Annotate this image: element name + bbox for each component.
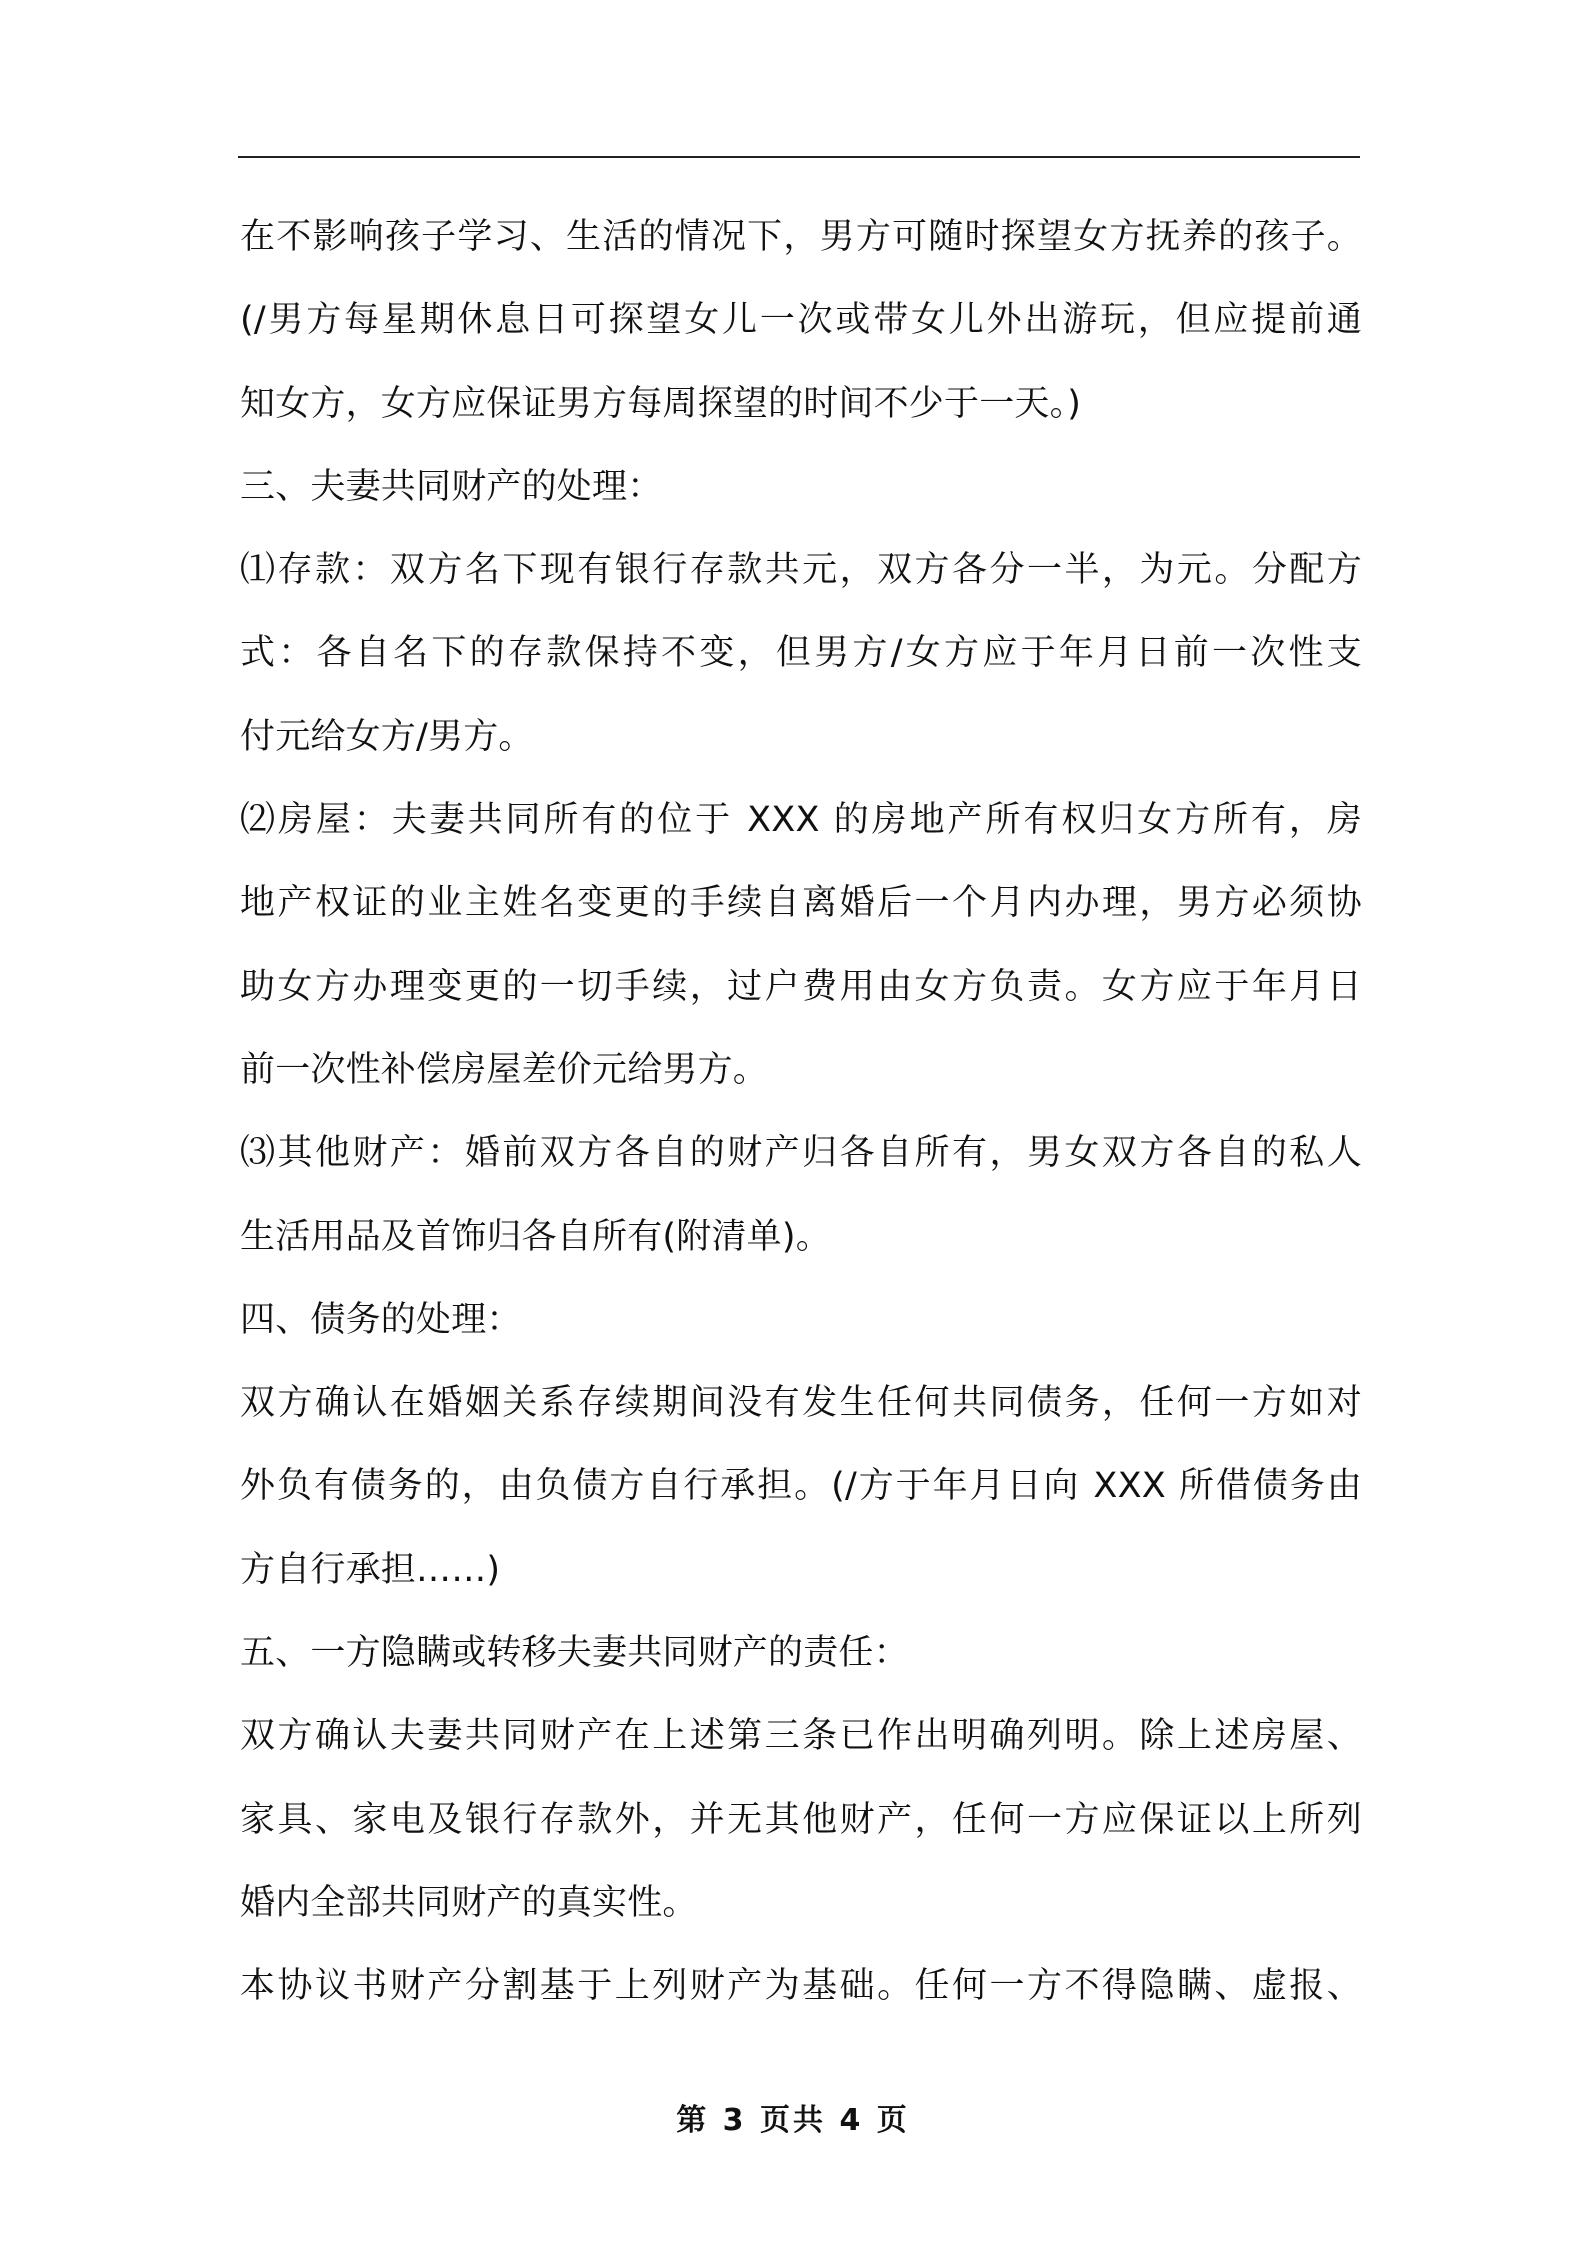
footer-prefix: 第 <box>676 2103 710 2138</box>
footer-total-pages: 4 <box>839 2103 864 2138</box>
text-line: ⑵房屋：夫妻共同所有的位于 XXX 的房地产所有权归女方所有，房 <box>240 800 1362 841</box>
header-rule <box>238 156 1360 158</box>
text-line: 外负有债务的，由负债方自行承担。(/方于年月日向 XXX 所借债务由 <box>240 1466 1362 1507</box>
text-line: 付元给女方/男方。 <box>240 716 534 757</box>
text-line: 地产权证的业主姓名变更的手续自离婚后一个月内办理，男方必须协 <box>240 883 1362 924</box>
footer-current-page: 3 <box>722 2103 747 2138</box>
text-line: 在不影响孩子学习、生活的情况下，男方可随时探望女方抚养的孩子。 <box>240 217 1362 257</box>
text-line: ⑶其他财产：婚前双方各自的财产归各自所有，男女双方各自的私人 <box>240 1133 1362 1174</box>
text-line: 三、夫妻共同财产的处理： <box>240 466 663 507</box>
text-line: 知女方，女方应保证男方每周探望的时间不少于一天。) <box>240 383 1082 424</box>
text-line: 本协议书财产分割基于上列财产为基础。任何一方不得隐瞒、虚报、 <box>240 1966 1362 2007</box>
text-line: 家具、家电及银行存款外，并无其他财产，任何一方应保证以上所列 <box>240 1799 1362 1840</box>
document-body <box>240 196 1362 2029</box>
text-line: 前一次性补偿房屋差价元给男方。 <box>240 1049 769 1090</box>
footer-middle: 页共 <box>760 2103 826 2138</box>
text-line: ⑴存款：双方名下现有银行存款共元，双方各分一半，为元。分配方 <box>240 550 1362 591</box>
text-line: 双方确认在婚姻关系存续期间没有发生任何共同债务，任何一方如对 <box>240 1383 1362 1424</box>
text-line: 四、债务的处理： <box>240 1299 522 1340</box>
text-line: 婚内全部共同财产的真实性。 <box>240 1882 698 1923</box>
text-line: (/男方每星期休息日可探望女儿一次或带女儿外出游玩，但应提前通 <box>240 300 1362 341</box>
footer-suffix: 页 <box>876 2103 910 2138</box>
text-line: 式：各自名下的存款保持不变，但男方/女方应于年月日前一次性支 <box>240 633 1362 674</box>
page-footer <box>0 2095 1586 2139</box>
text-line: 助女方办理变更的一切手续，过户费用由女方负责。女方应于年月日 <box>240 966 1362 1007</box>
text-line: 生活用品及首饰归各自所有(附清单)。 <box>240 1216 831 1257</box>
text-line: 五、一方隐瞒或转移夫妻共同财产的责任： <box>240 1633 909 1674</box>
text-line: 双方确认夫妻共同财产在上述第三条已作出明确列明。除上述房屋、 <box>240 1716 1362 1757</box>
text-line: 方自行承担……) <box>240 1549 501 1590</box>
